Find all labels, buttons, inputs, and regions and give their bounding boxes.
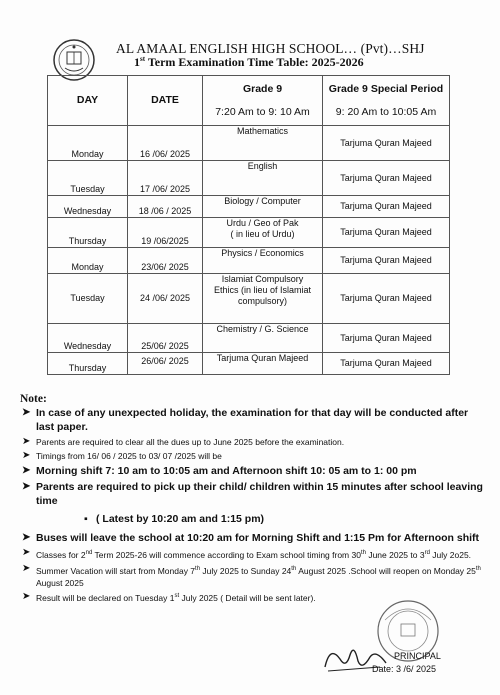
table-row (48, 248, 450, 274)
row-date: 25/06/ 2025 (128, 324, 203, 353)
note-text: In case of any unexpected holiday, the examination for that day will be conducted after last paper. (36, 407, 469, 433)
arrow-bullet-icon: ➤ (22, 465, 31, 476)
header-date: DATE (128, 76, 203, 126)
list-item (22, 480, 488, 508)
arrow-bullet-icon: ➤ (22, 481, 31, 492)
row-day: Monday (48, 248, 128, 274)
row-date: 18 /06 / 2025 (128, 196, 203, 218)
row-special: Tarjuma Quran Majeed (323, 196, 450, 218)
table-row (48, 274, 450, 324)
row-subject: Physics / Economics (203, 248, 323, 274)
list-item (22, 406, 488, 434)
list-item (22, 513, 488, 525)
table-row (48, 126, 450, 161)
row-subject: Chemistry / G. Science (203, 324, 323, 353)
row-date: 24 /06/ 2025 (128, 274, 203, 324)
row-subject: English (203, 161, 323, 196)
arrow-bullet-icon: ➤ (22, 450, 31, 461)
row-special: Tarjuma Quran Majeed (323, 126, 450, 161)
arrow-bullet-icon: ➤ (22, 436, 31, 447)
row-date: 16 /06/ 2025 (128, 126, 203, 161)
row-date: 19 /06/2025 (128, 218, 203, 248)
row-date: 17 /06/ 2025 (128, 161, 203, 196)
header-grade: Grade 9 7:20 Am to 9: 10 Am (203, 76, 323, 126)
principal-label: PRINCIPAL (394, 651, 441, 661)
row-special: Tarjuma Quran Majeed (323, 248, 450, 274)
row-date: 23/06/ 2025 (128, 248, 203, 274)
table-row (48, 161, 450, 196)
row-subject: Biology / Computer (203, 196, 323, 218)
header-day: DAY (48, 76, 128, 126)
row-subject: Tarjuma Quran Majeed (203, 353, 323, 375)
row-special: Tarjuma Quran Majeed (323, 161, 450, 196)
list-item (22, 563, 488, 589)
list-item (22, 547, 488, 561)
table-row (48, 324, 450, 353)
notes-title: Note: (20, 393, 47, 405)
arrow-bullet-icon: ➤ (22, 562, 31, 574)
row-subject: Islamiat Compulsory Ethics (in lieu of Islamiat compulsory) (203, 274, 323, 324)
table-row (48, 196, 450, 218)
school-name: AL AMAAL ENGLISH HIGH SCHOOL… (Pvt)…SHJ (116, 41, 425, 56)
row-day: Wednesday (48, 324, 128, 353)
notes-list (22, 406, 488, 606)
arrow-bullet-icon: ➤ (22, 532, 31, 543)
list-item (22, 450, 488, 462)
note-text: Buses will leave the school at 10:20 am for Morning Shift and 1:15 Pm for Afternoon shift (36, 532, 480, 544)
note-text: ( Latest by 10:20 am and 1:15 pm) (96, 513, 265, 525)
note-text: Morning shift 7: 10 am to 10:05 am and Afternoon shift 10: 05 am to 1: 00 pm (36, 465, 417, 477)
note-text: Timings from 16/ 06 / 2025 to 03/ 07 /2025 will be (36, 451, 222, 461)
note-text: Result will be declared on Tuesday 1st July 2025 ( Detail will be sent later). (36, 593, 316, 604)
list-item (22, 531, 488, 545)
exam-title: 1st Term Examination Time Table: 2025-2026 (134, 55, 364, 69)
arrow-bullet-icon: ➤ (22, 590, 31, 602)
row-date: 26/06/ 2025 (128, 353, 203, 375)
row-subject: Urdu / Geo of Pak ( in lieu of Urdu) (203, 218, 323, 248)
header-special-period: Grade 9 Special Period 9: 20 Am to 10:05 Am (323, 76, 450, 126)
signature-date: Date: 3 /6/ 2025 (372, 664, 437, 674)
row-special: Tarjuma Quran Majeed (323, 274, 450, 324)
row-day: Thursday (48, 353, 128, 375)
row-special: Tarjuma Quran Majeed (323, 324, 450, 353)
note-text: Parents are required to clear all the dues up to June 2025 before the examination. (36, 437, 345, 447)
row-day: Tuesday (48, 161, 128, 196)
note-text: Summer Vacation will start from Monday 7th July 2025 to Sunday 24th August 2025 .School will reopen on Monday 25th August 2025 (36, 565, 481, 588)
row-day: Monday (48, 126, 128, 161)
row-special: Tarjuma Quran Majeed (323, 353, 450, 375)
row-subject: Mathematics (203, 126, 323, 161)
row-day: Tuesday (48, 274, 128, 324)
square-bullet-icon: ▪ (84, 513, 88, 525)
arrow-bullet-icon: ➤ (22, 407, 31, 418)
note-text: Classes for 2nd Term 2025-26 will commence according to Exam school timing from 30th June 2025 to 3rd July 2o25. (36, 549, 472, 560)
table-row (48, 353, 450, 375)
note-text: Parents are required to pick up their child/ children within 15 minutes after school leaving time (36, 481, 483, 507)
row-day: Thursday (48, 218, 128, 248)
arrow-bullet-icon: ➤ (22, 547, 31, 558)
list-item (22, 464, 488, 478)
timetable (47, 75, 450, 375)
table-row (48, 218, 450, 248)
row-special: Tarjuma Quran Majeed (323, 218, 450, 248)
list-item (22, 436, 488, 448)
row-day: Wednesday (48, 196, 128, 218)
timetable-header-row (48, 76, 450, 126)
